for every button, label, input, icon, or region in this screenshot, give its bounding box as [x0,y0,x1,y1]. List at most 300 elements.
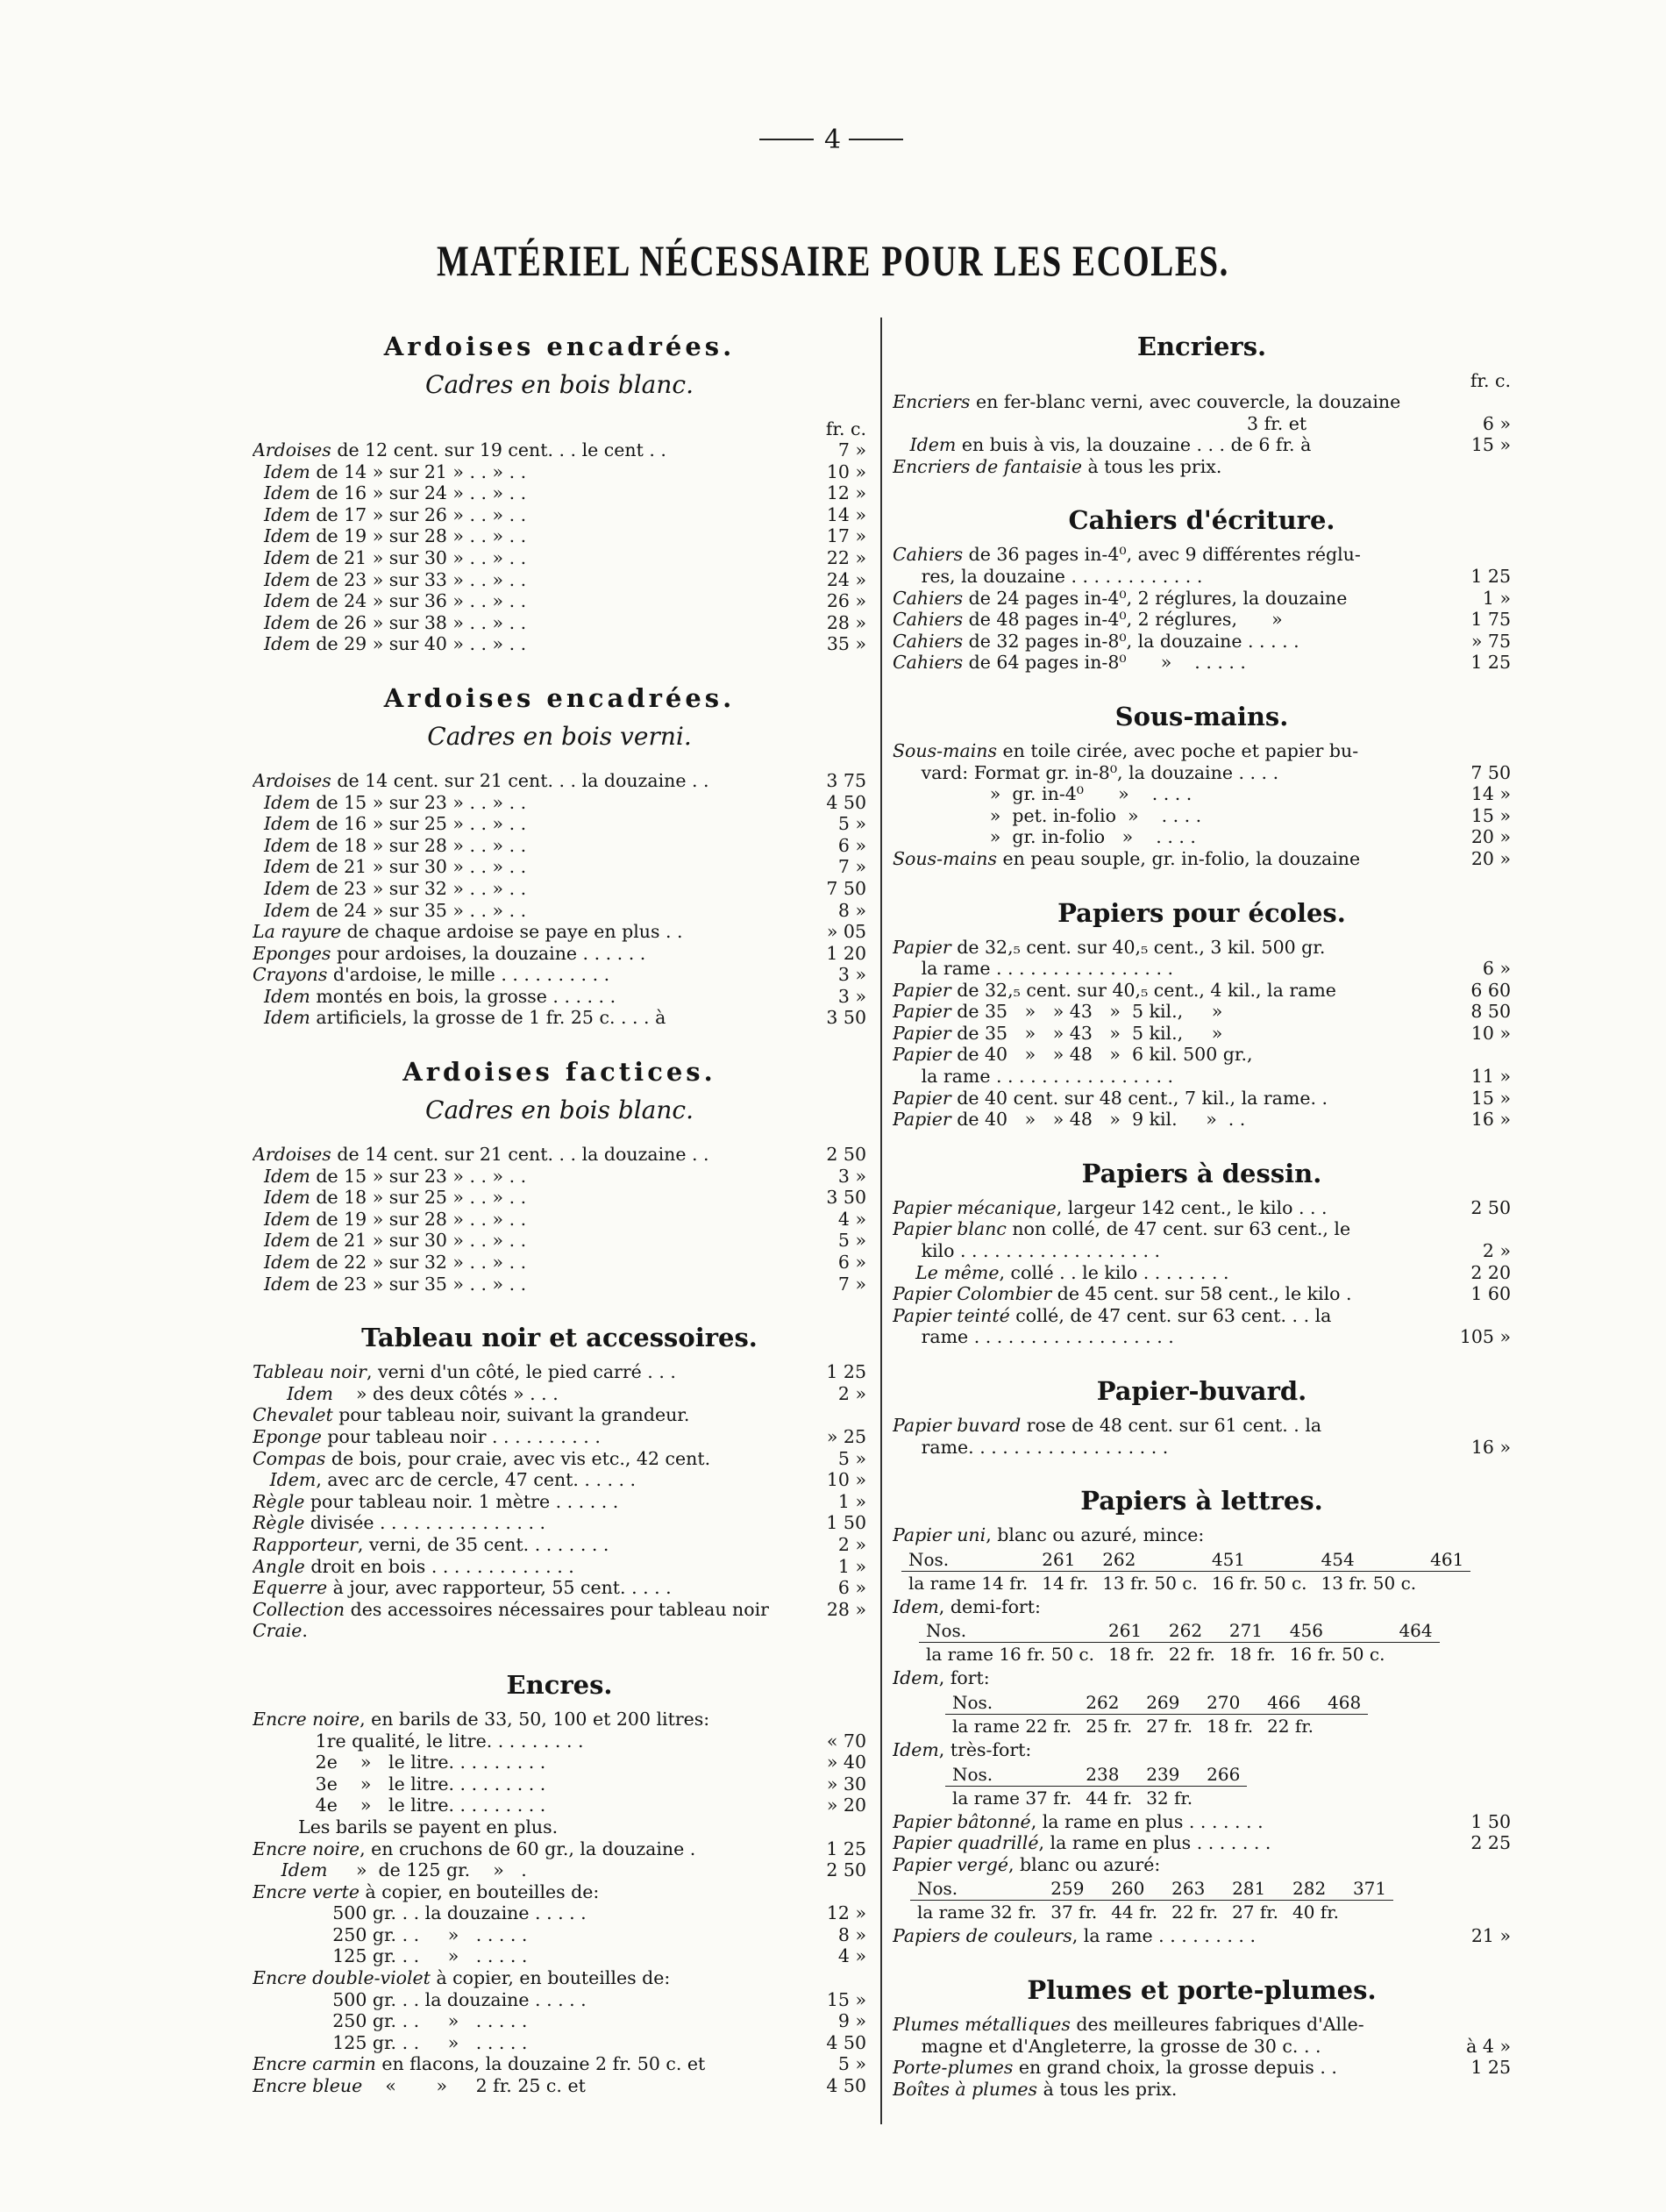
price-row [893,805,1511,827]
item-description: Papier de 40 cent. sur 48 cent., 7 kil., la rame. . [893,1087,1328,1109]
price-row [893,1023,1511,1045]
number-cell: 468 [1321,1691,1368,1715]
item-description: Papier quadrillé, la rame en plus . . . . . . . [893,1832,1271,1854]
item-price: 3 50 [826,1187,866,1209]
right-column [893,316,1511,2112]
item-price: 15 » [826,1988,866,2010]
price-cell: 18 fr. [1107,1644,1155,1666]
price-row [253,525,866,547]
item-price: 1 50 [826,1512,866,1534]
section-subheading: Cadres en bois blanc. [425,370,694,399]
item-description: Equerre à jour, avec rapporteur, 55 cent. . . . . [253,1577,672,1599]
price-cell: 22 fr. [1171,1902,1219,1923]
item-description: magne et d'Angleterre, la grosse de 30 c. . . [893,2035,1321,2057]
price-row [893,1066,1511,1088]
number-cell: 464 [1392,1619,1439,1643]
variant-label [893,1596,1511,1618]
variant-label [893,1739,1511,1761]
price-cell: 25 fr. [1086,1715,1133,1737]
item-description: Papier Colombier de 45 cent. sur 58 cent., le kilo . [893,1283,1352,1305]
item-price: 8 50 [1470,1001,1511,1023]
price-row [253,461,866,483]
price-row [253,770,866,792]
price-row [893,1283,1511,1305]
price-row [253,2075,866,2097]
item-price: » 40 [826,1752,866,1773]
section-gap [253,1642,866,1654]
item-price: 15 » [1470,1087,1511,1109]
item-price: » 25 [826,1426,866,1447]
item-price: 10 » [826,460,866,482]
number-cell: 259 [1043,1877,1104,1901]
item-description: Papier teinté collé, de 47 cent. sur 63 cent. . . la [893,1304,1332,1326]
number-cell: 239 [1139,1763,1200,1787]
section-heading: Encres. [506,1669,613,1700]
item-price: 4 50 [826,2075,866,2097]
number-cell: Nos. [910,1877,1043,1901]
item-price: 15 » [1470,434,1511,456]
item-price: 2 » [1482,1240,1511,1262]
price-row [893,413,1511,435]
item-price: 10 » [826,1469,866,1491]
item-price: « 70 [826,1730,866,1752]
item-price: 1 » [837,1555,866,1577]
item-price: 1 20 [826,942,866,964]
item-description: Eponges pour ardoises, la douzaine . . . . . . [253,942,646,964]
section-heading: Plumes et porte-plumes. [1027,1974,1377,2005]
price-row [253,482,866,504]
section-gap [893,1947,1511,1959]
price-row [253,1709,866,1730]
price-row [253,2032,866,2054]
item-description: Idem de 15 » sur 23 » . . » . . [264,791,527,813]
number-cell: 454 [1314,1548,1424,1572]
page-number-rule-left [759,139,814,140]
variant-text: Papier uni, blanc ou azuré, mince: [893,1524,1205,1546]
item-price: 12 » [826,1902,866,1924]
item-description: Boîtes à plumes à tous les prix. [893,2078,1178,2100]
price-row [253,792,866,814]
price-row [893,1832,1511,1854]
item-description: Encre noire, en barils de 33, 50, 100 et 200 litres: [253,1708,710,1730]
price-cell: la rame 37 fr. [952,1787,1072,1809]
item-price: 2 50 [1470,1196,1511,1218]
item-price: 3 » [837,985,866,1007]
price-row [253,633,866,655]
price-row [253,1795,866,1816]
price-row [253,1945,866,1967]
item-price: 2 » [837,1533,866,1555]
item-description: Papier de 35 » » 43 » 5 kil., » [893,1001,1223,1023]
item-description: Eponge pour tableau noir . . . . . . . . . . [253,1426,601,1447]
price-row [893,1088,1511,1110]
number-cell: 461 [1423,1548,1470,1572]
price-row [253,504,866,526]
item-description: Papier blanc non collé, de 47 cent. sur 63 cent., le [893,1218,1351,1240]
price-row [253,900,866,922]
price-row [253,569,866,591]
section-heading: Ardoises encadrées. [383,332,736,361]
number-cell: 270 [1200,1691,1260,1715]
price-row [893,2079,1511,2101]
item-description: Encre double-violet à copier, en bouteilles de: [253,1967,671,1989]
item-description: Sous-mains en toile cirée, avec poche et papier bu- [893,739,1359,761]
item-description: Idem de 15 » sur 23 » . . » . . [264,1165,527,1187]
item-price: 5 » [837,2053,866,2075]
item-price: 20 » [1470,826,1511,848]
item-description: Chevalet pour tableau noir, suivant la grandeur. [253,1404,690,1426]
item-description: Ardoises de 14 cent. sur 21 cent. . . la douzaine . . [253,769,709,791]
number-cell: Nos. [945,1763,1079,1787]
item-description: Encre verte à copier, en bouteilles de: [253,1880,600,1902]
item-price: 12 » [826,482,866,504]
price-row [893,2036,1511,2058]
item-description: Idem artificiels, la grosse de 1 fr. 25 c. . . . à [264,1007,666,1029]
item-description: Papier de 35 » » 43 » 5 kil., » [893,1022,1223,1044]
number-price-table [945,1691,1368,1737]
price-row [253,1534,866,1556]
item-description: Idem de 24 » sur 36 » . . » . . [264,590,527,612]
item-price: 4 » [837,1208,866,1230]
number-cell: 282 [1285,1877,1346,1901]
item-price: » 20 [826,1795,866,1816]
item-description: » gr. in-4⁰ » . . . . [893,783,1193,805]
price-row [253,439,866,461]
item-description: Idem de 16 » sur 25 » . . » . . [264,813,527,835]
item-description: 3e » le litre. . . . . . . . . [253,1773,546,1795]
item-description: Papiers de couleurs, la rame . . . . . . . . . [893,1925,1256,1947]
item-description: Encriers de fantaisie à tous les prix. [893,455,1222,477]
item-description: Idem montés en bois, la grosse . . . . . . [264,985,616,1007]
price-cell: 44 fr. [1086,1787,1133,1809]
price-cell: 16 fr. 50 c. [1289,1644,1385,1666]
price-row [893,1305,1511,1327]
price-cell: 27 fr. [1232,1902,1278,1923]
item-price: 1 » [1482,587,1511,609]
price-row [253,1924,866,1946]
price-row [253,1838,866,1860]
item-price: 17 » [826,525,866,547]
item-description: Crayons d'ardoise, le mille . . . . . . . . . . [253,964,610,986]
price-row [253,1007,866,1029]
section-heading: Papiers pour écoles. [1057,897,1346,928]
section-heading: Tableau noir et accessoires. [361,1323,758,1353]
item-price: 9 » [837,2010,866,2032]
item-price: 6 » [837,1577,866,1599]
item-description: Cahiers de 48 pages in-4⁰, 2 réglures, » [893,609,1283,631]
item-price: 5 » [837,813,866,835]
item-price: 21 » [1470,1925,1511,1947]
number-row [945,1763,1247,1787]
price-cell: 37 fr. [1050,1902,1098,1923]
item-description: Idem de 17 » sur 26 » . . » . . [264,503,527,525]
item-description: Compas de bois, pour craie, avec vis etc., 42 cent. [253,1447,711,1469]
price-row [893,1240,1511,1262]
item-price: 1 25 [1470,2057,1511,2079]
item-price: 1 25 [826,1837,866,1859]
number-cell: 261 [1035,1548,1095,1572]
price-row [893,1218,1511,1240]
item-description: 500 gr. . . la douzaine . . . . . [253,1902,587,1924]
price-cell: 27 fr. [1146,1715,1193,1737]
item-price: 3 » [837,964,866,986]
item-description: Plumes métalliques des meilleures fabriques d'Alle- [893,2013,1364,2035]
price-row [893,1437,1511,1459]
page-number-rule-right [849,139,903,140]
section-gap [893,870,1511,882]
item-price: 2 » [837,1382,866,1404]
price-row [893,958,1511,980]
item-price: 6 » [1482,958,1511,980]
item-price: 6 » [837,1252,866,1274]
item-price: 28 » [826,1598,866,1620]
item-price: 10 » [1470,1022,1511,1044]
section-heading: Sous-mains. [1114,701,1289,731]
item-description: Papier bâtonné, la rame en plus . . . . . . . [893,1810,1264,1832]
price-row [893,588,1511,610]
price-row [253,1274,866,1295]
item-price: 1 25 [1470,565,1511,587]
item-description: Papier de 32,₅ cent. sur 40,₅ cent., 4 kil., la rame [893,979,1336,1001]
price-cells-row [901,1571,1470,1595]
item-price: 26 » [826,590,866,612]
item-description: Idem » des deux côtés » . . . [287,1382,559,1404]
price-row [253,1512,866,1534]
price-row [253,1989,866,2011]
item-description: Papier buvard rose de 48 cent. sur 61 cent. . la [893,1415,1322,1436]
price-cell: 16 fr. 50 c. [1211,1572,1307,1594]
currency-spacer [893,370,1446,391]
item-description: Encre noire, en cruchons de 60 gr., la douzaine . [253,1837,696,1859]
price-row [893,1001,1511,1023]
price-row [893,391,1511,413]
item-description: Papier de 40 » » 48 » 6 kil. 500 gr., [893,1044,1253,1066]
item-price: » 75 [1470,630,1511,652]
section-subheading: Cadres en bois blanc. [425,1095,694,1125]
price-row [253,1209,866,1231]
price-row [253,1361,866,1383]
price-cells-row [910,1901,1393,1924]
number-cell: 269 [1139,1691,1200,1715]
price-row [893,1415,1511,1437]
item-description: Idem de 23 » sur 35 » . . » . . [264,1273,527,1295]
item-price: 7 50 [826,877,866,899]
item-price: 6 60 [1470,979,1511,1001]
section-gap [253,2097,866,2109]
number-row [910,1877,1393,1901]
price-row [253,1383,866,1405]
item-description: Le même, collé . . le kilo . . . . . . . . [915,1261,1229,1283]
price-row [253,1816,866,1838]
price-row [253,1187,866,1209]
item-description: La rayure de chaque ardoise se paye en plus . . [253,921,683,943]
item-description: 3 fr. et [893,412,1307,434]
item-description: Cahiers de 32 pages in-8⁰, la douzaine . . . . . [893,630,1299,652]
price-cell: 13 fr. 50 c. [1321,1572,1417,1594]
item-description: Idem de 16 » sur 24 » . . » . . [264,482,527,504]
price-row [893,937,1511,959]
number-cell: 271 [1222,1619,1283,1643]
number-price-table [919,1619,1440,1666]
item-price: 2 50 [826,1144,866,1166]
price-row [253,1404,866,1426]
price-row [893,631,1511,653]
item-description: Idem de 23 » sur 32 » . . » . . [264,877,527,899]
left-column [253,316,866,2109]
price-row [893,848,1511,870]
section-heading: Encriers. [1136,332,1267,361]
price-row [893,783,1511,805]
item-description: Idem de 18 » sur 28 » . . » . . [264,834,527,856]
price-row [893,1109,1511,1131]
price-row [253,921,866,943]
item-price: 4 » [837,1945,866,1967]
item-price: 7 » [837,439,866,460]
number-row [919,1619,1440,1643]
price-row [253,1577,866,1599]
item-description: vard: Format gr. in-8⁰, la douzaine . . . . [893,761,1279,783]
item-description: Porte-plumes en grand choix, la grosse depuis . . [893,2057,1337,2079]
item-description: 1re qualité, le litre. . . . . . . . . [253,1730,584,1752]
price-row [253,986,866,1008]
item-description: Règle pour tableau noir. 1 mètre . . . . . . [253,1490,619,1512]
number-cell: 262 [1162,1619,1222,1643]
page-number: 4 [824,125,842,155]
item-description: Idem en buis à vis, la douzaine . . . de 6 fr. à [909,434,1312,456]
item-description: 500 gr. . . la douzaine . . . . . [253,1988,587,2010]
item-description: Papier de 40 » » 48 » 9 kil. » . . [893,1109,1246,1131]
number-cell: 451 [1205,1548,1314,1572]
section-heading: Papiers à lettres. [1080,1486,1323,1516]
price-row [893,456,1511,478]
item-description: » gr. in-folio » . . . . [893,826,1196,848]
number-price-table [901,1548,1470,1595]
price-row [253,1252,866,1274]
price-cell: 14 fr. [1042,1572,1089,1594]
item-price: 6 » [837,834,866,856]
number-cell: 238 [1079,1763,1139,1787]
price-row [253,1859,866,1881]
section-subheading: Cadres en bois verni. [427,721,692,751]
item-price: à 4 » [1466,2035,1511,2057]
item-description: Idem de 19 » sur 28 » . . » . . [264,525,527,547]
item-price: 28 » [826,611,866,633]
price-row [253,1752,866,1773]
item-price: 5 » [837,1447,866,1469]
price-cell: la rame 14 fr. [908,1572,1029,1594]
price-cell: 22 fr. [1168,1644,1215,1666]
item-price: 14 » [1470,783,1511,805]
item-description: la rame . . . . . . . . . . . . . . . . [893,1066,1173,1088]
price-row [253,590,866,612]
section-heading: Papier-buvard. [1096,1376,1307,1406]
item-price: 24 » [826,568,866,590]
item-price: 3 75 [826,769,866,791]
variant-label [893,1524,1511,1546]
price-row [893,652,1511,674]
number-cell: 260 [1104,1877,1164,1901]
number-cell: 266 [1200,1763,1247,1787]
price-cell: la rame 16 fr. 50 c. [926,1644,1094,1666]
price-row [893,1197,1511,1219]
item-description: 125 gr. . . » . . . . . [253,2031,528,2053]
price-row [893,434,1511,456]
item-description: Idem de 14 » sur 21 » . . » . . [264,460,527,482]
item-description: Idem de 29 » sur 40 » . . » . . [264,633,527,655]
price-row [253,1902,866,1924]
item-description: Idem de 18 » sur 25 » . . » . . [264,1187,527,1209]
section-heading: Ardoises factices. [402,1057,716,1088]
item-price: 3 50 [826,1007,866,1029]
item-price: 1 50 [1470,1810,1511,1832]
item-price: 16 » [1470,1109,1511,1131]
price-row [253,1730,866,1752]
price-row [253,1773,866,1795]
price-cell: 13 fr. 50 c. [1102,1572,1198,1594]
price-row [893,980,1511,1002]
item-price: 8 » [837,1923,866,1945]
price-row [253,1230,866,1252]
item-price: 1 75 [1470,609,1511,631]
item-price: 105 » [1459,1326,1511,1348]
price-row [253,878,866,900]
item-description: Ardoises de 14 cent. sur 21 cent. . . la douzaine . . [253,1144,709,1166]
item-description: Idem, avec arc de cercle, 47 cent. . . . . . [269,1469,637,1491]
price-row [253,1967,866,1989]
item-price: 6 » [1482,412,1511,434]
price-cells-row [945,1786,1247,1809]
number-cell: 456 [1283,1619,1392,1643]
price-row [253,835,866,857]
section-gap [253,655,866,667]
number-cell: 263 [1164,1877,1225,1901]
price-row [893,2057,1511,2079]
price-row [253,547,866,569]
section-gap [253,1029,866,1041]
number-cell: 262 [1079,1691,1139,1715]
item-description: rame . . . . . . . . . . . . . . . . . . [893,1326,1174,1348]
price-row [253,1144,866,1166]
item-description: Collection des accessoires nécessaires pour tableau noir [253,1598,769,1620]
number-cell: Nos. [919,1619,1101,1643]
item-description: Ardoises de 12 cent. sur 19 cent. . . le cent . . [253,439,666,460]
item-description: Idem de 23 » sur 33 » . . » . . [264,568,527,590]
currency-label: fr. c. [1470,370,1511,391]
price-row [253,1448,866,1470]
item-price: 14 » [826,503,866,525]
price-row [253,964,866,986]
price-cell: 40 fr. [1292,1902,1339,1923]
section-heading: Papiers à dessin. [1081,1158,1322,1188]
item-description: Encre bleue « » 2 fr. 25 c. et [253,2075,586,2097]
price-cell: 22 fr. [1267,1715,1314,1737]
price-row [253,813,866,835]
price-row [253,1469,866,1491]
variant-text: Idem, très-fort: [893,1738,1032,1760]
price-row [253,1556,866,1578]
price-row [893,1262,1511,1284]
variant-label [893,1667,1511,1689]
price-cell: 18 fr. [1228,1644,1276,1666]
item-price: » 05 [826,921,866,943]
item-price: 2 25 [1470,1832,1511,1854]
price-row [253,2010,866,2032]
item-description: Règle divisée . . . . . . . . . . . . . . . [253,1512,545,1534]
price-row [253,943,866,965]
column-divider [880,318,882,2124]
item-price: 35 » [826,633,866,655]
item-description: 4e » le litre. . . . . . . . . [253,1795,546,1816]
